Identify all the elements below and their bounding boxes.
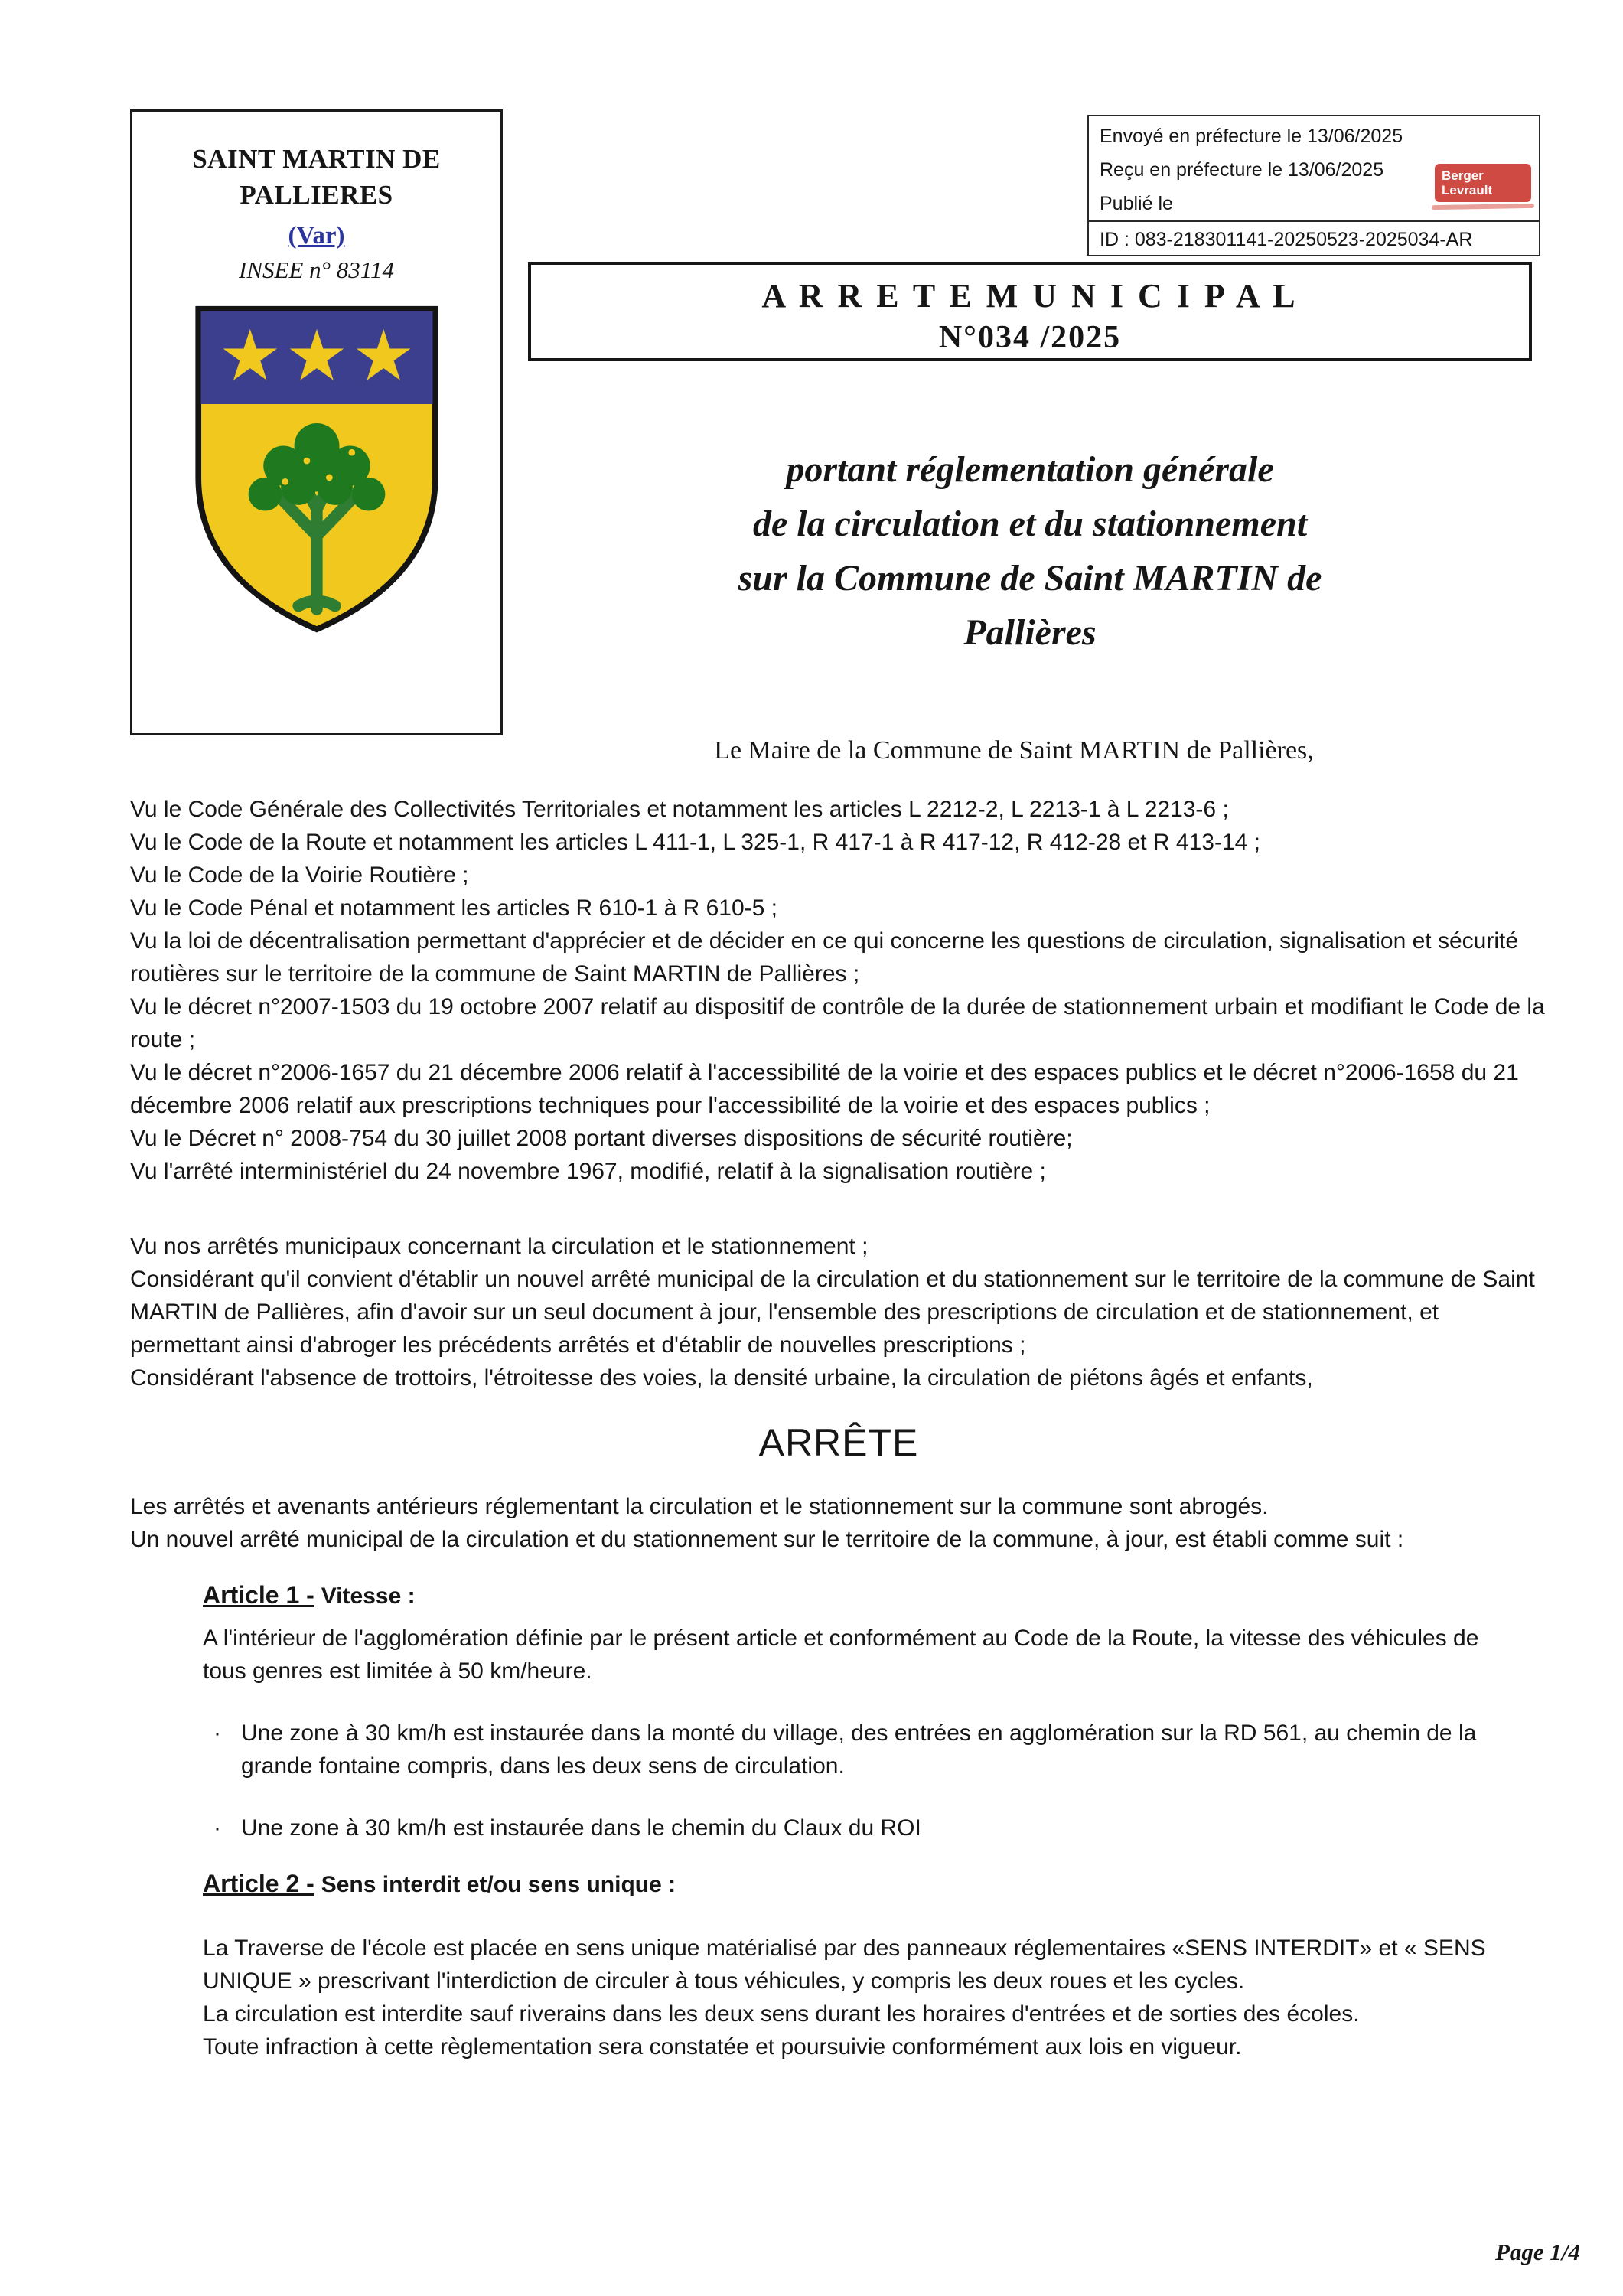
- decree-title: A R R E T E M U N I C I P A L: [761, 277, 1299, 315]
- vu-paragraph: Vu le Décret n° 2008-754 du 30 juillet 2008 portant diverses dispositions de sécurité routière;: [130, 1126, 1073, 1151]
- decree-body: [130, 793, 1547, 2063]
- commune-insee-number: INSEE n° 83114: [239, 256, 394, 283]
- article-1-bullet-item: [203, 1717, 1517, 1782]
- vu-paragraph: Vu l'arrêté interministériel du 24 novembre 1967, modifié, relatif à la signalisation routière ;: [130, 1159, 1046, 1184]
- vu-paragraph: Vu le décret n°2006-1657 du 21 décembre 2006 relatif à l'accessibilité de la voirie et des espaces publics et le décret n°2006-1658 du 21 décembre 2006 relatif aux prescriptions techniques pour l'accessibilité de la voirie et des espaces publics ;: [130, 1060, 1519, 1118]
- berger-levrault-logo-line2: Levrault: [1442, 183, 1493, 197]
- stamp-received-line: Reçu en préfecture le 13/06/2025: [1100, 159, 1384, 181]
- subtitle-line3: sur la Commune de Saint MARTIN de: [738, 558, 1322, 598]
- considerants-block: [130, 1230, 1547, 1394]
- decision-paragraph: Un nouvel arrêté municipal de la circulation et du stationnement sur le territoire de la commune, à jour, est établi comme suit :: [130, 1527, 1404, 1552]
- article-2-paragraph: La Traverse de l'école est placée en sens unique matérialisé par des panneaux réglementaires «SENS INTERDIT» et « SENS UNIQUE » prescrivant l'interdiction de circuler à tous véhicules, y compris les deux roues et les cycles.: [203, 1936, 1486, 1994]
- decisions-block: [130, 1490, 1547, 1556]
- considerant-paragraph: Vu nos arrêtés municipaux concernant la circulation et le stationnement ;: [130, 1234, 869, 1259]
- bullet-icon: ·: [213, 1815, 221, 1841]
- commune-identity-block: [130, 109, 503, 735]
- article-2-label: Article 2 -: [203, 1870, 314, 1897]
- article-1-heading: [203, 1579, 1517, 1613]
- article-1-section: [203, 1579, 1517, 1844]
- considerant-paragraph: Considérant qu'il convient d'établir un nouvel arrêté municipal de la circulation et du stationnement sur le territoire de la commune de Saint MARTIN de Pallières, afin d'avoir sur un seul document à jour, l'ensemble des prescriptions de circulation et de stationnement, et permettant ainsi d'abroger les précédents arrêtés et d'établir de nouvelles prescriptions ;: [130, 1267, 1535, 1358]
- article-1-title: Vitesse :: [321, 1583, 416, 1609]
- berger-levrault-logo: [1435, 164, 1531, 202]
- article-2-title: Sens interdit et/ou sens unique :: [321, 1872, 676, 1897]
- article-1-label: Article 1 -: [203, 1581, 314, 1609]
- page-number: Page 1/4: [1494, 2239, 1580, 2265]
- article-2-paragraphs: [203, 1932, 1517, 2030]
- considerant-paragraph: Considérant l'absence de trottoirs, l'étroitesse des voies, la densité urbaine, la circulation de piétons âgés et enfants,: [130, 1365, 1313, 1391]
- commune-name-line1: SAINT MARTIN DE: [192, 144, 441, 174]
- decision-paragraph: Les arrêtés et avenants antérieurs réglementant la circulation et le stationnement sur la commune sont abrogés.: [130, 1494, 1269, 1519]
- vu-block: [130, 793, 1547, 1188]
- vu-paragraph: Vu le Code Générale des Collectivités Territoriales et notamment les articles L 2212-2, L 2213-1 à L 2213-6 ;: [130, 797, 1229, 822]
- article-1-bullet-item: [203, 1812, 1517, 1844]
- vu-paragraph: Vu la loi de décentralisation permettant d'apprécier et de décider en ce qui concerne les questions de circulation, signalisation et sécurité routières sur le territoire de la commune de Saint MARTIN de Pallières ;: [130, 928, 1519, 987]
- bullet-text: Une zone à 30 km/h est instaurée dans la monté du village, des entrées en agglomération sur la RD 561, au chemin de la grande fontaine compris, dans les deux sens de circulation.: [241, 1720, 1477, 1779]
- berger-levrault-logo-line1: Berger: [1442, 168, 1484, 183]
- subtitle-line4: Pallières: [963, 612, 1097, 653]
- article-2-heading: [203, 1867, 1517, 1901]
- subtitle-line2: de la circulation et du stationnement: [752, 504, 1308, 544]
- arrete-heading: ARRÊTE: [758, 1421, 919, 1464]
- decree-subtitle: [528, 442, 1532, 660]
- bullet-text: Une zone à 30 km/h est instaurée dans le chemin du Claux du ROI: [241, 1815, 921, 1841]
- infraction-closing-paragraph: Toute infraction à cette règlementation sera constatée et poursuivie conformément aux lois en vigueur.: [203, 2034, 1242, 2060]
- stamp-published-line: Publié le: [1100, 193, 1173, 214]
- mayor-intro-line: Le Maire de la Commune de Saint MARTIN de Pallières,: [714, 736, 1314, 765]
- vu-paragraph: Vu le Code Pénal et notamment les articles R 610-1 à R 610-5 ;: [130, 895, 778, 921]
- article-1-intro: A l'intérieur de l'agglomération définie par le présent article et conformément au Code de la Route, la vitesse des véhicules de tous genres est limitée à 50 km/heure.: [203, 1626, 1479, 1684]
- coat-of-arms-icon: [132, 302, 500, 640]
- article-2-paragraph: La circulation est interdite sauf riverains dans les deux sens durant les horaires d'entrées et de sorties des écoles.: [203, 2001, 1360, 2027]
- vu-paragraph: Vu le Code de la Voirie Routière ;: [130, 863, 469, 888]
- vu-paragraph: Vu le Code de la Route et notamment les articles L 411-1, L 325-1, R 417-1 à R 417-12, R 412-28 et R 413-14 ;: [130, 830, 1260, 855]
- commune-department: (Var): [288, 222, 345, 249]
- prefecture-stamp: [1087, 115, 1540, 256]
- decree-number: N°034 /2025: [938, 320, 1122, 355]
- decree-title-box: [528, 262, 1532, 361]
- vu-paragraph: Vu le décret n°2007-1503 du 19 octobre 2007 relatif au dispositif de contrôle de la durée de stationnement urbain et modifiant le Code de la route ;: [130, 994, 1545, 1052]
- commune-name-line2: PALLIERES: [240, 180, 393, 210]
- stamp-id-line: ID : 083-218301141-20250523-2025034-AR: [1089, 220, 1539, 256]
- bullet-icon: ·: [213, 1720, 221, 1746]
- subtitle-line1: portant réglementation générale: [786, 449, 1274, 490]
- article-2-section: [203, 1867, 1517, 2063]
- stamp-sent-line: Envoyé en préfecture le 13/06/2025: [1100, 126, 1403, 147]
